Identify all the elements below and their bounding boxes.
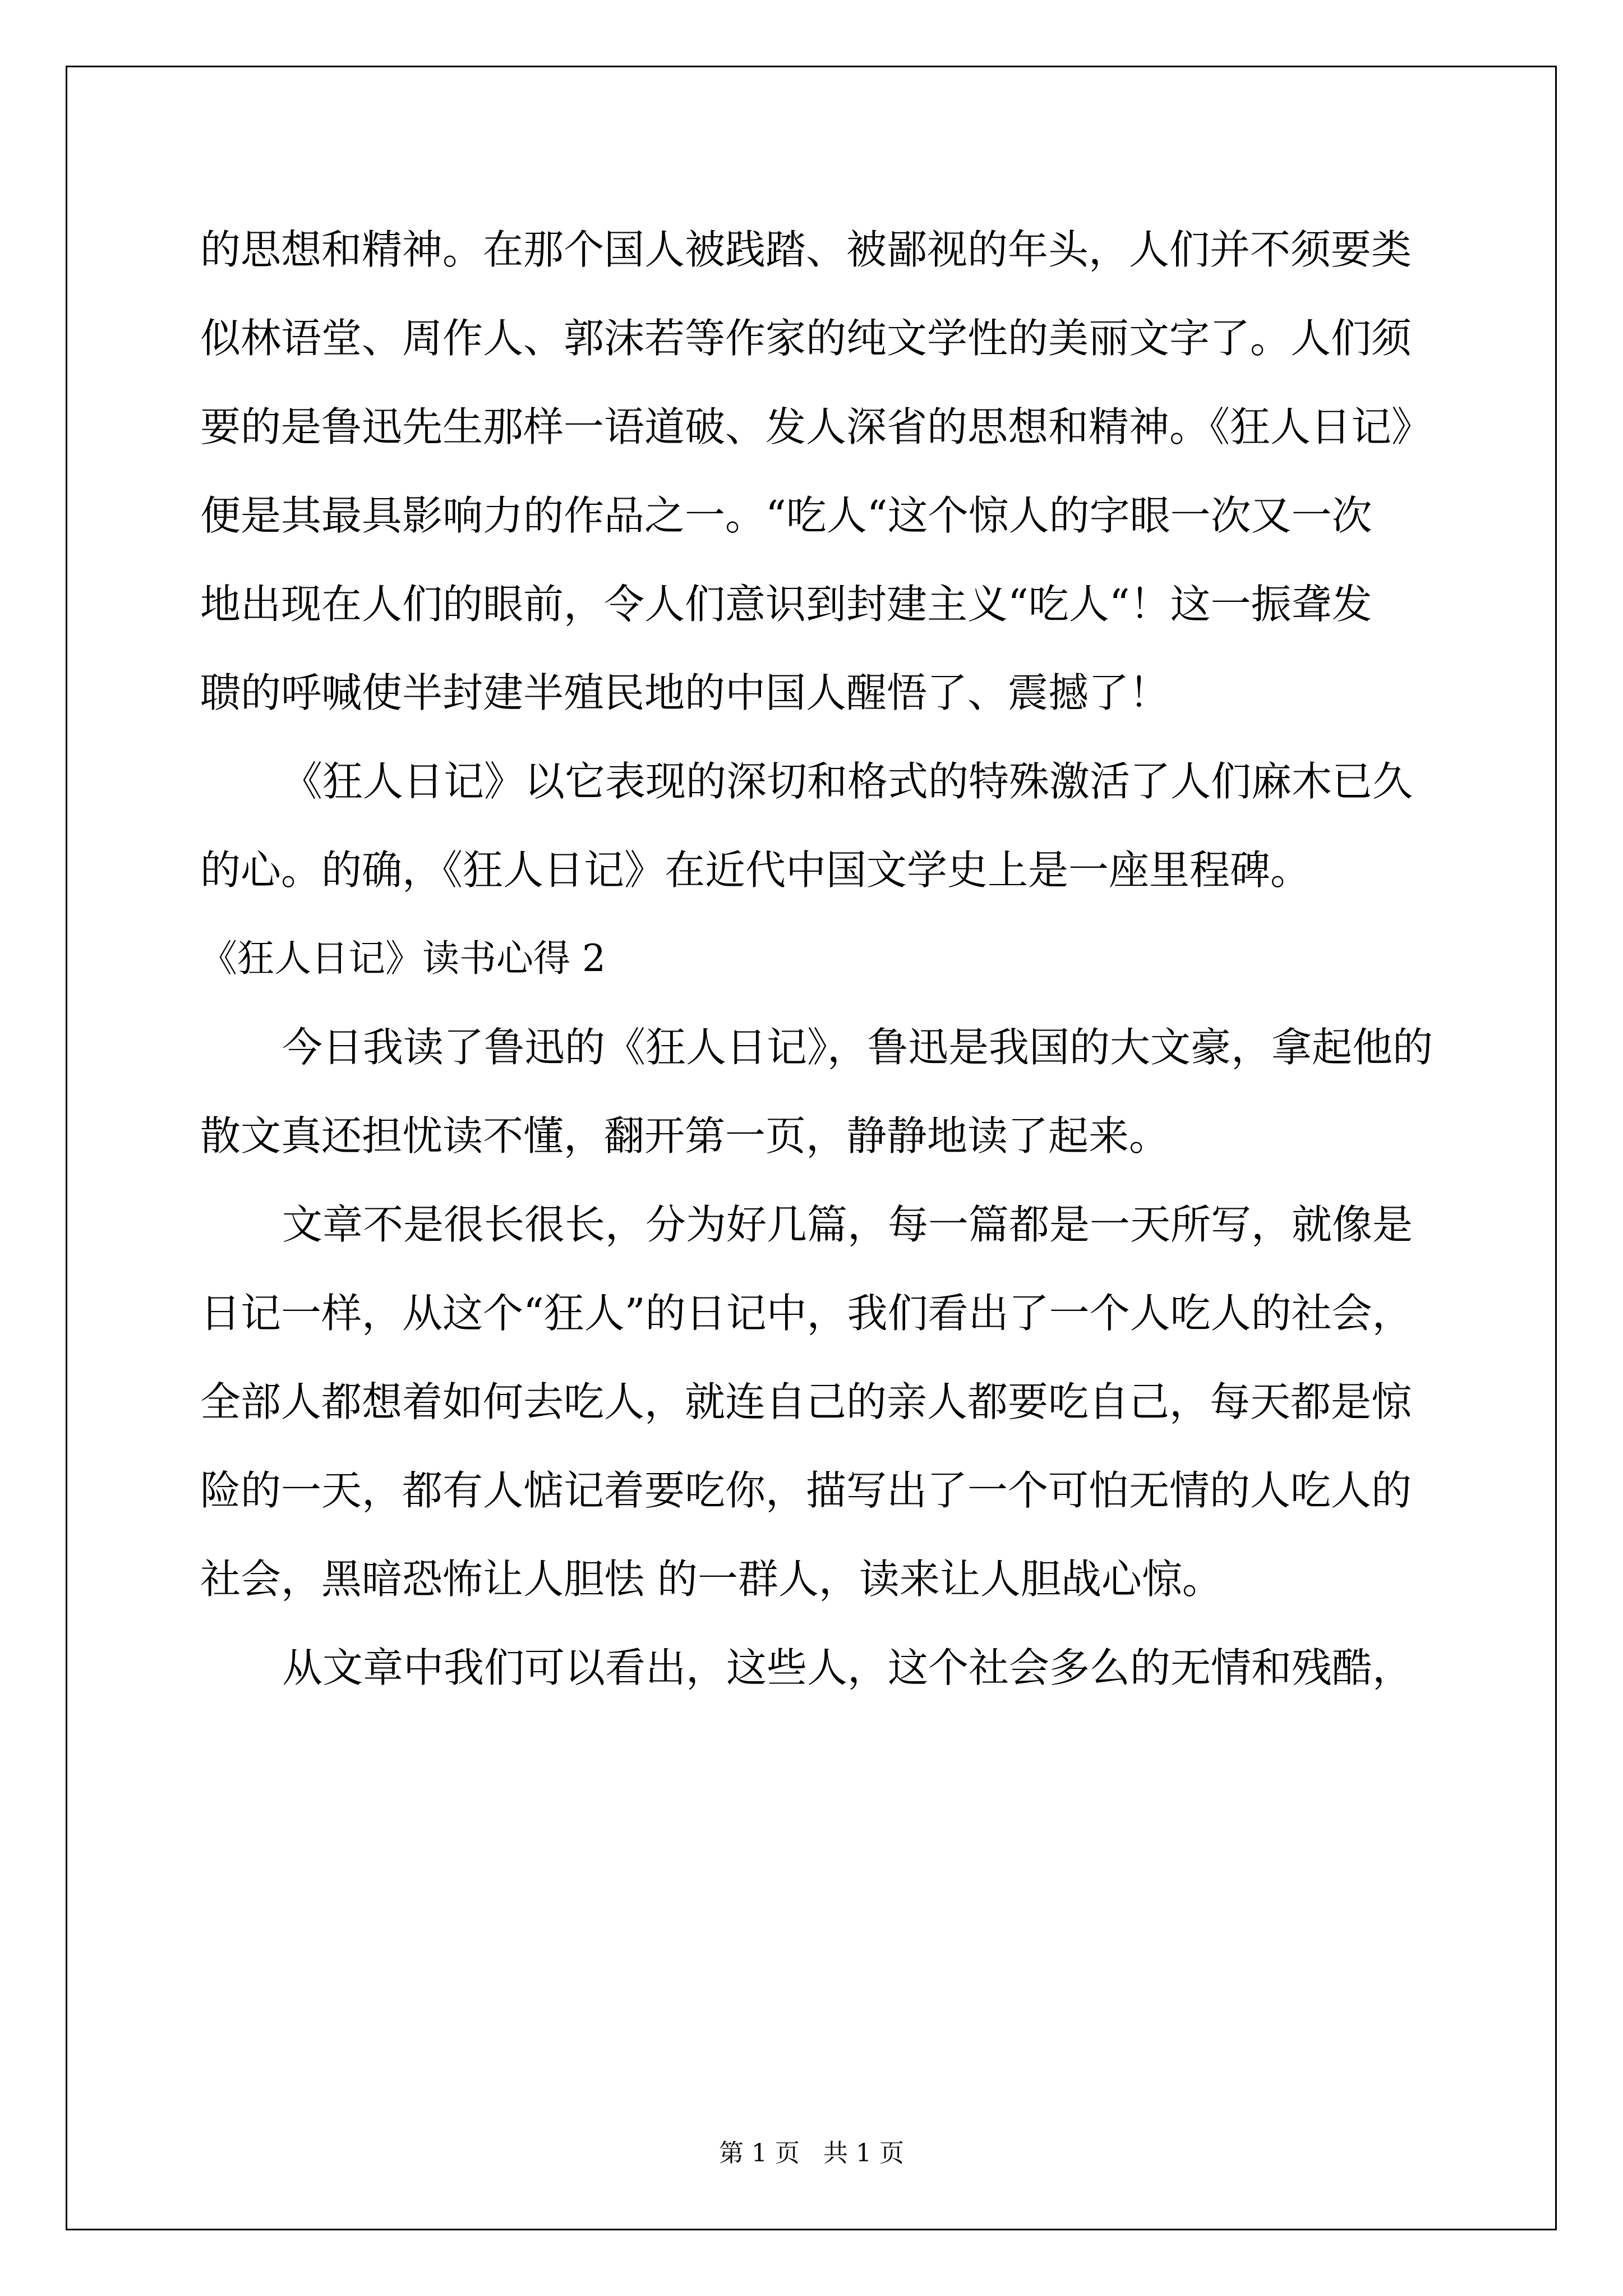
text-line: 文章不是很长很长，分为好几篇，每一篇都是一天所写，就像是 <box>282 1201 1413 1248</box>
text-line: 要的是鲁迅先生那样一语道破、发人深省的思想和精神。《狂人日记》 <box>200 403 1432 450</box>
text-line: 从文章中我们可以看出，这些人，这个社会多么的无情和残酷， <box>282 1644 1413 1691</box>
document-body <box>200 210 1490 1717</box>
text-line: 全部人都想着如何去吃人，就连自己的亲人都要吃自己，每天都是惊 <box>200 1378 1412 1425</box>
text-line: 险的一天，都有人惦记着要吃你，描写出了一个可怕无情的人吃人的 <box>200 1467 1412 1514</box>
text-line: 社会，黑暗恐怖让人胆怯 的一群人，读来让人胆战心惊。 <box>200 1556 1223 1603</box>
text-line: 聩的呼喊使半封建半殖民地的中国人醒悟了、震撼了！ <box>200 669 1170 716</box>
text-line: 散文真还担忧读不懂，翻开第一页，静静地读了起来。 <box>200 1112 1170 1159</box>
text-line: 便是其最具影响力的作品之一。“吃人“这个惊人的字眼一次又一次 <box>200 492 1372 539</box>
text-line: 似林语堂、周作人、郭沫若等作家的纯文学性的美丽文字了。人们须 <box>200 315 1412 362</box>
section-heading: 《狂人日记》读书心得 2 <box>200 937 606 980</box>
text-line: 的思想和精神。在那个国人被践踏、被鄙视的年头，人们并不须要类 <box>200 226 1412 273</box>
page-footer: 第 1 页 共 1 页 <box>719 2139 904 2168</box>
text-line: 日记一样，从这个“狂人”的日记中，我们看出了一个人吃人的社会， <box>200 1290 1413 1337</box>
text-line: 今日我读了鲁迅的《狂人日记》，鲁迅是我国的大文豪，拿起他的 <box>282 1024 1433 1071</box>
text-line: 的心。的确，《狂人日记》在近代中国文学史上是一座里程碑。 <box>200 846 1311 894</box>
text-line: 地出现在人们的眼前，令人们意识到封建主义“吃人“！这一振聋发 <box>200 581 1372 628</box>
text-line: 《狂人日记》以它表现的深切和格式的特殊激活了人们麻木已久 <box>282 758 1413 805</box>
